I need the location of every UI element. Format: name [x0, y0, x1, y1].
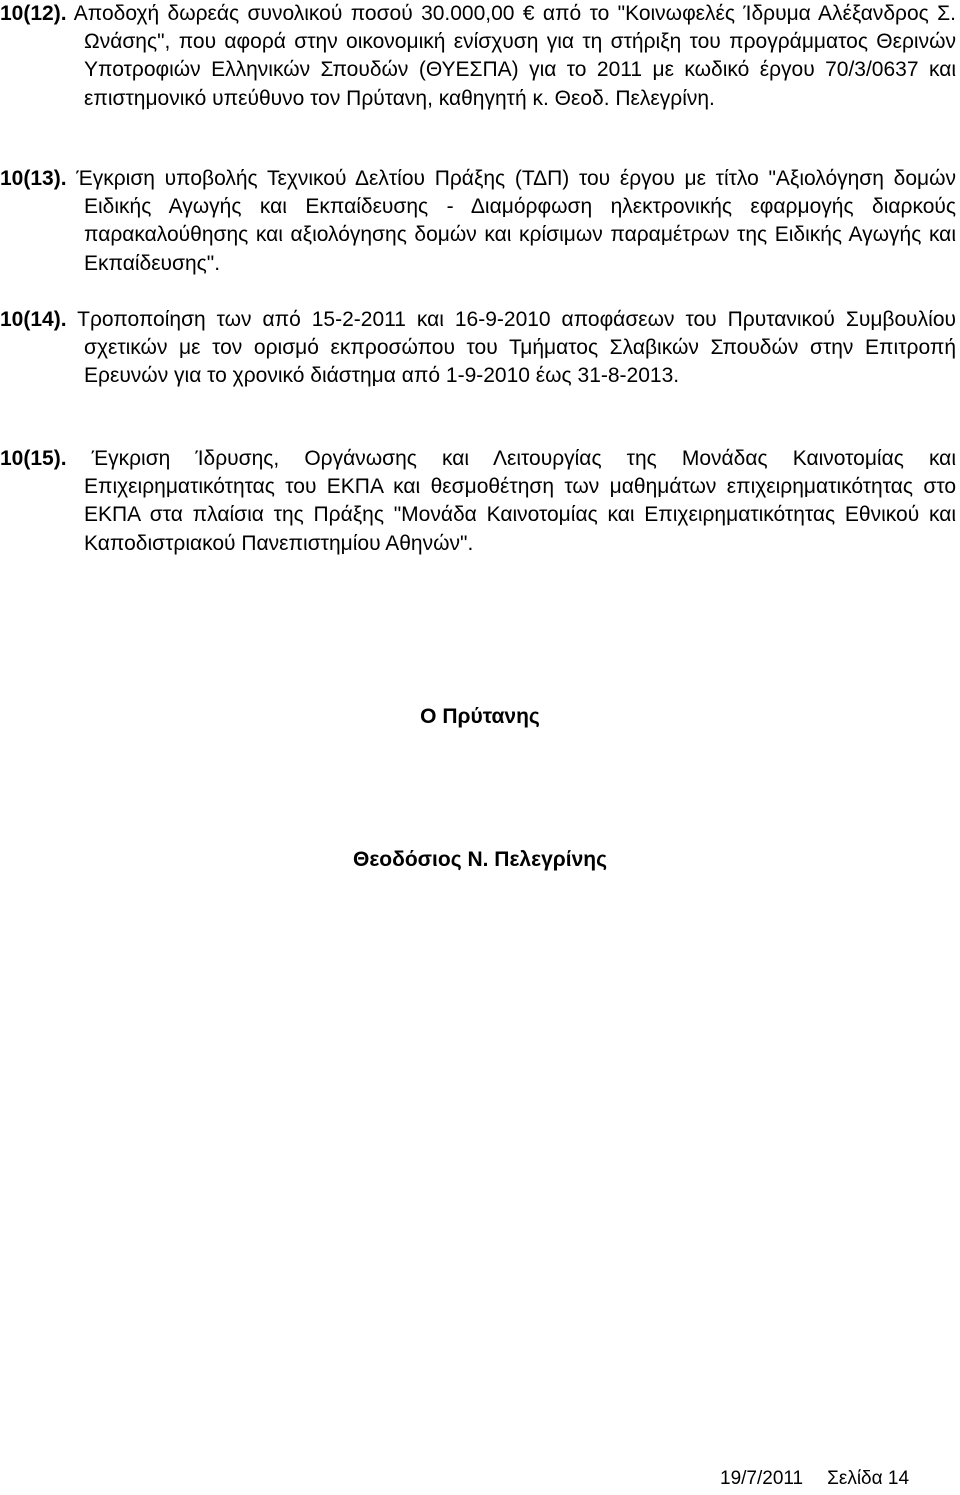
- footer-page-number: Σελίδα 14: [827, 1468, 910, 1489]
- agenda-item-text: Έγκριση υποβολής Τεχνικού Δελτίου Πράξης (ΤΔΠ) του έργου με τίτλο "Αξιολόγηση δομών Ειδικής Αγωγής και Εκπαίδευσης - Διαμόρφωση ηλεκτρονικής εφαρμογής διαρκούς παρακαλούθησης και αξιολόγησης δομών και κρίσιμων παραμέτρων της Ειδικής Αγωγής και Εκπαίδευσης".: [76, 167, 956, 275]
- agenda-item: [0, 306, 956, 391]
- signature-title: Ο Πρύτανης: [420, 705, 540, 728]
- agenda-item: [0, 445, 956, 558]
- agenda-item-number: 10(13).: [0, 167, 67, 190]
- agenda-item-number: 10(15).: [0, 447, 67, 470]
- page-footer: [720, 1468, 909, 1490]
- agenda-item: [0, 165, 956, 278]
- agenda-item-number: 10(14).: [0, 308, 67, 331]
- agenda-item-text: Τροποποίηση των από 15-2-2011 και 16-9-2010 αποφάσεων του Πρυτανικού Συμβουλίου σχετικών με τον ορισμό εκπροσώπου του Τμήματος Σλαβικών Σπουδών στην Επιτροπή Ερευνών για το χρονικό διάστημα από 1-9-2010 έως 31-8-2013.: [77, 308, 956, 388]
- signature-name: Θεοδόσιος Ν. Πελεγρίνης: [352, 848, 608, 871]
- footer-date: 19/7/2011: [720, 1468, 804, 1489]
- agenda-item-number: 10(12).: [0, 2, 67, 25]
- agenda-item: [0, 0, 956, 113]
- agenda-item-text: Έγκριση Ίδρυσης, Οργάνωσης και Λειτουργίας της Μονάδας Καινοτομίας και Επιχειρηματικότητας του ΕΚΠΑ και θεσμοθέτηση των μαθημάτων επιχειρηματικότητας στο ΕΚΠΑ στα πλαίσια της Πράξης "Μονάδα Καινοτομίας και Επιχειρηματικότητας Εθνικού και Καποδιστριακού Πανεπιστημίου Αθηνών".: [84, 447, 956, 555]
- agenda-item-text: Αποδοχή δωρεάς συνολικού ποσού 30.000,00 € από το "Κοινωφελές Ίδρυμα Αλέξανδρος Σ. Ωνάσης", που αφορά στην οικονομική ενίσχυση για τη στήριξη του προγράμματος Θερινών Υποτροφιών Ελληνικών Σπουδών (ΘΥΕΣΠΑ) για το 2011 με κωδικό έργου 70/3/0637 και επιστημονικό υπεύθυνο τον Πρύτανη, καθηγητή κ. Θεοδ. Πελεγρίνη.: [73, 2, 956, 110]
